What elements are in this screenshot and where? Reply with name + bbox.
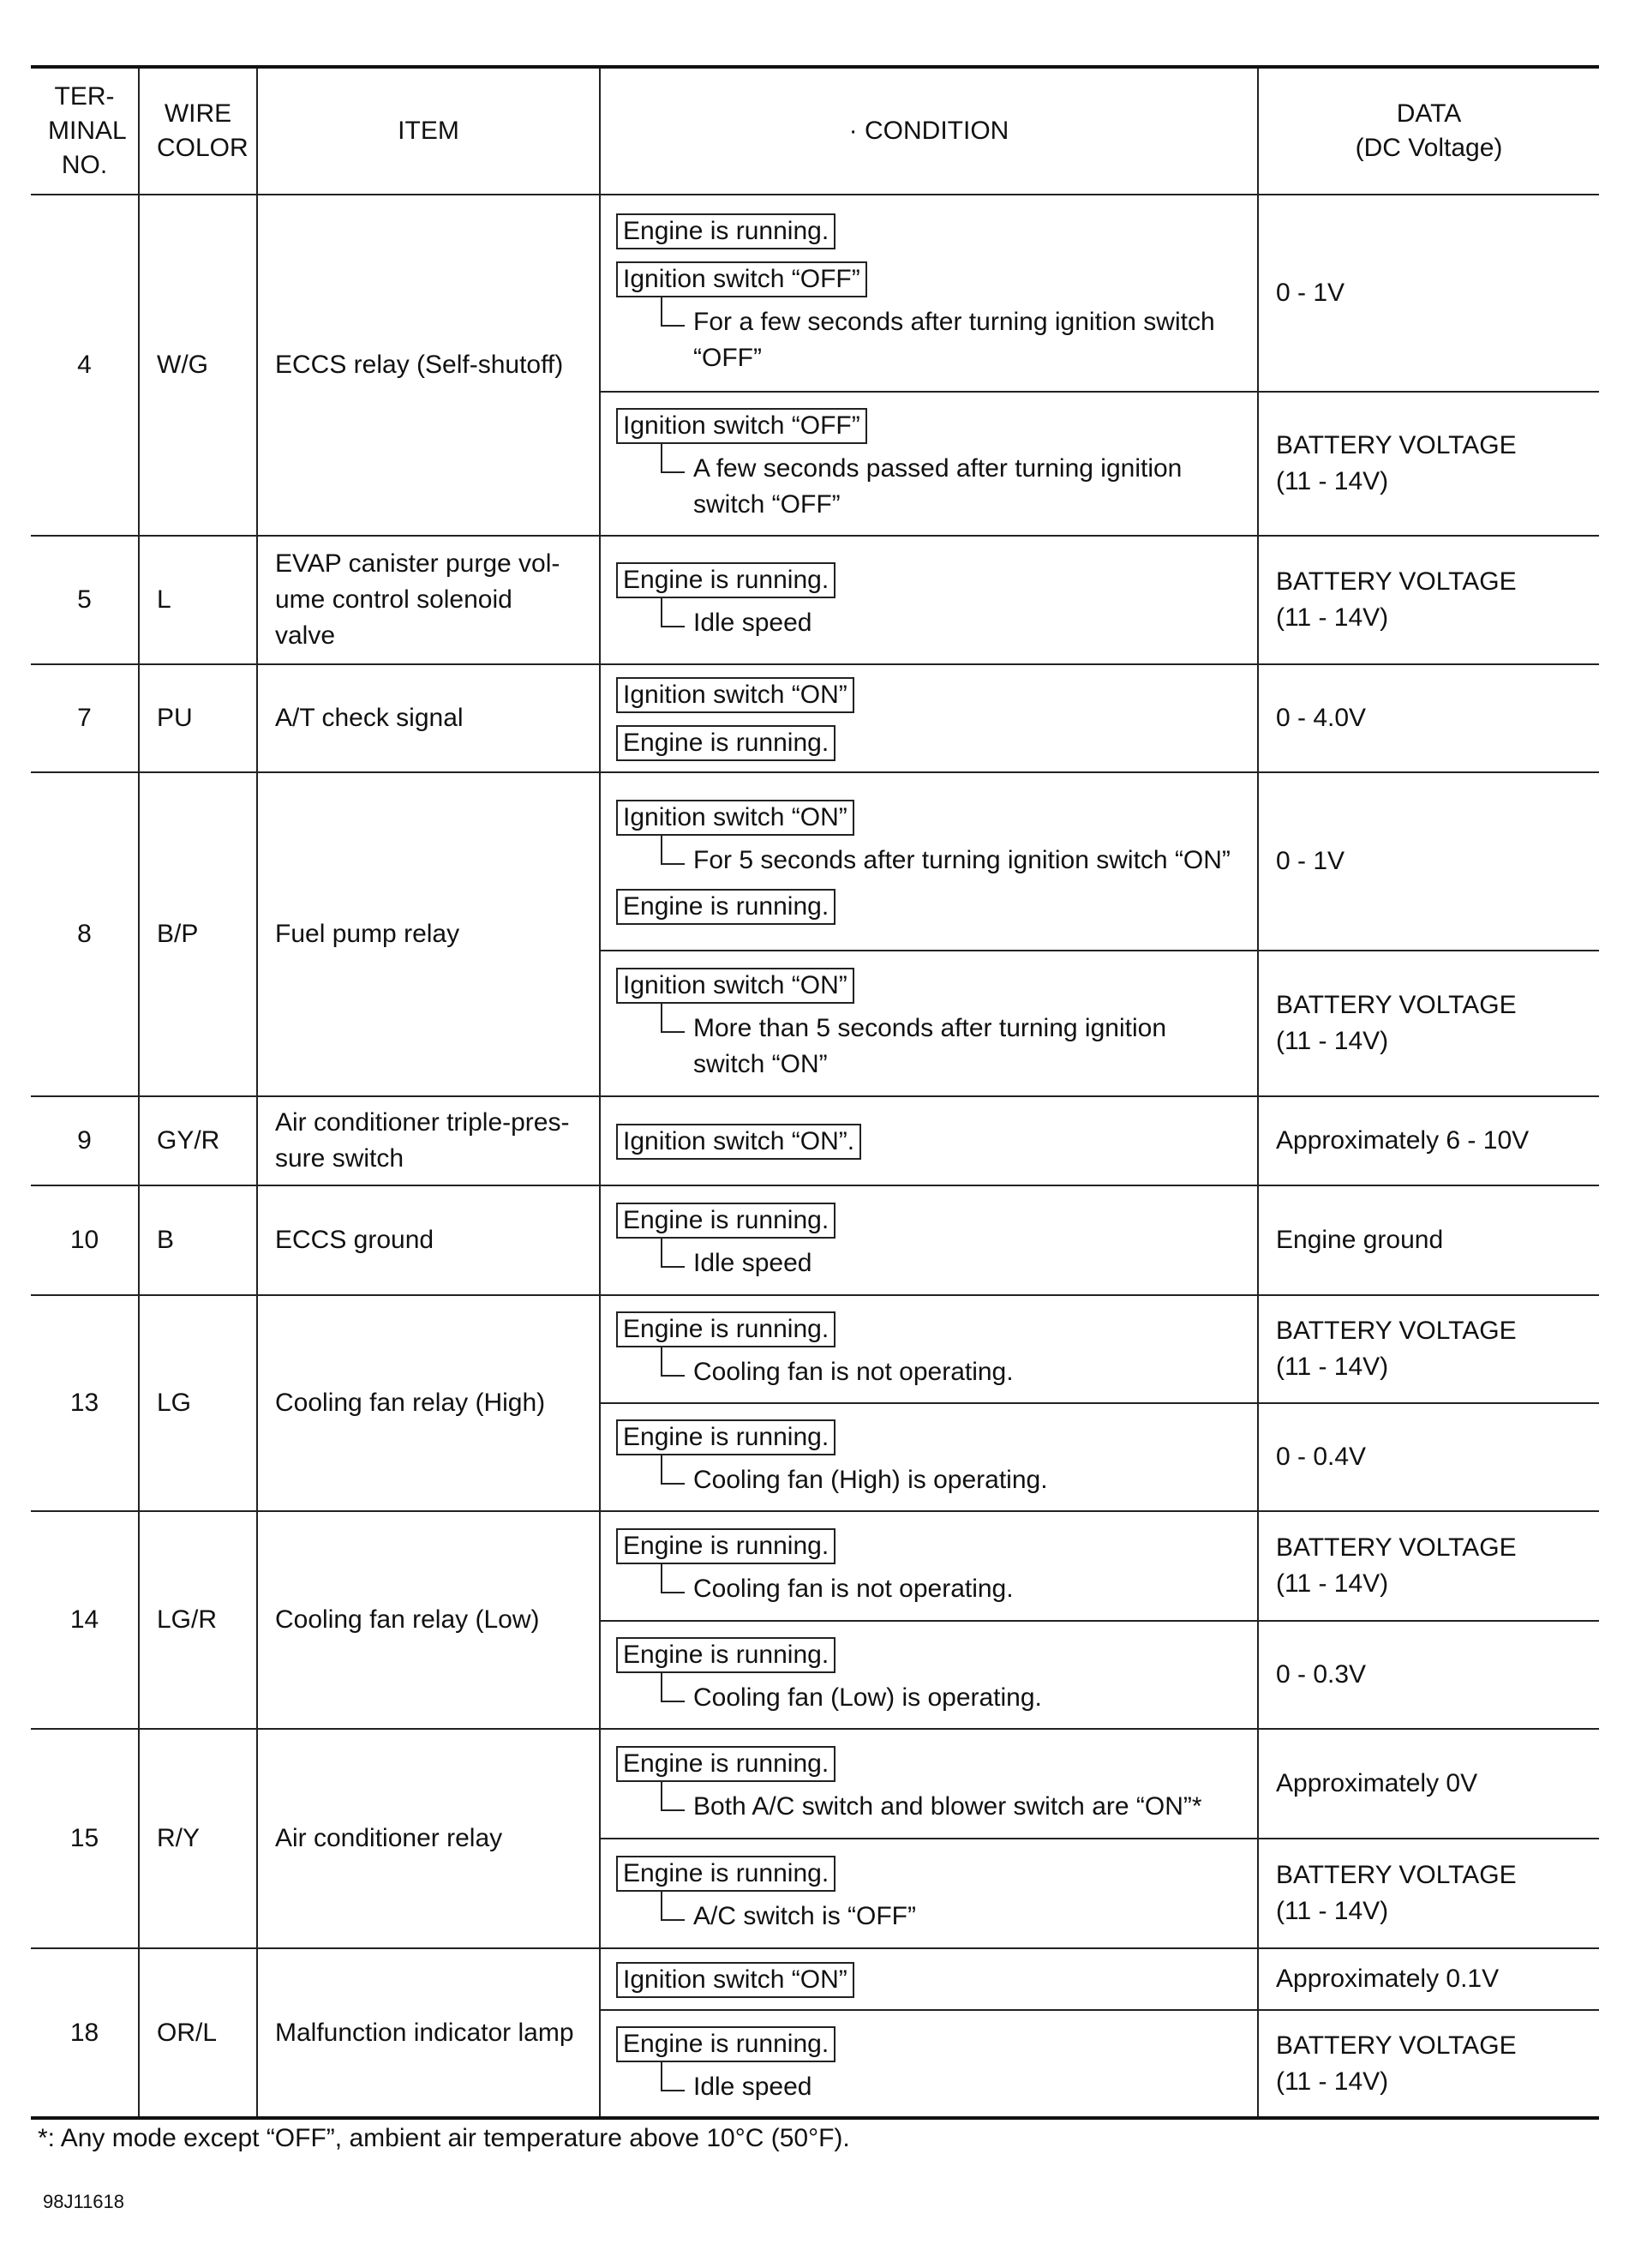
footnote: *: Any mode except “OFF”, ambient air temperature above 10°C (50°F). <box>38 2124 850 2152</box>
condition-detail: Idle speed <box>661 2069 1242 2105</box>
item-cell: Malfunction indicator lamp <box>257 1948 600 2118</box>
terminal-no-cell: 15 <box>31 1729 139 1948</box>
terminal-data-sheet <box>31 65 1599 2120</box>
condition-box: Engine is running. <box>616 213 835 249</box>
condition-cell <box>600 392 1258 536</box>
data-voltage-cell: BATTERY VOLTAGE (11 - 14V) <box>1258 536 1599 664</box>
terminal-no-cell: 14 <box>31 1511 139 1729</box>
condition-cell <box>600 951 1258 1096</box>
condition-cell <box>600 1948 1258 2010</box>
data-voltage-cell: BATTERY VOLTAGE (11 - 14V) <box>1258 1839 1599 1948</box>
item-cell: Cooling fan relay (High) <box>257 1295 600 1511</box>
data-voltage-cell: BATTERY VOLTAGE (11 - 14V) <box>1258 1295 1599 1403</box>
terminal-no-cell: 10 <box>31 1185 139 1295</box>
condition-detail: For 5 seconds after turning ignition switch “ON” <box>661 843 1242 879</box>
item-cell: A/T check signal <box>257 664 600 772</box>
condition-box: Engine is running. <box>616 1528 835 1564</box>
table-row <box>31 1295 1599 1403</box>
condition-detail: Idle speed <box>661 1245 1242 1281</box>
condition-cell <box>600 1511 1258 1621</box>
condition-box: Ignition switch “ON” <box>616 677 854 713</box>
condition-cell <box>600 1096 1258 1185</box>
condition-box: Engine is running. <box>616 1637 835 1673</box>
table-row <box>31 772 1599 951</box>
condition-box: Engine is running. <box>616 1203 835 1239</box>
table-row <box>31 664 1599 772</box>
terminal-no-cell: 4 <box>31 195 139 536</box>
wire-color-cell: LG <box>139 1295 257 1511</box>
ecm-terminal-table <box>31 65 1599 2120</box>
condition-cell <box>600 772 1258 951</box>
data-voltage-cell: 0 - 1V <box>1258 772 1599 951</box>
condition-box: Engine is running. <box>616 562 835 598</box>
data-voltage-cell: 0 - 0.4V <box>1258 1403 1599 1511</box>
table-row <box>31 1185 1599 1295</box>
data-voltage-cell: Engine ground <box>1258 1185 1599 1295</box>
condition-box: Ignition switch “ON” <box>616 800 854 836</box>
condition-cell <box>600 1839 1258 1948</box>
item-cell: Air conditioner relay <box>257 1729 600 1948</box>
terminal-no-cell: 18 <box>31 1948 139 2118</box>
wire-color-cell: GY/R <box>139 1096 257 1185</box>
condition-detail: More than 5 seconds after turning ignition switch “ON” <box>661 1011 1242 1083</box>
table-row <box>31 1096 1599 1185</box>
item-cell: EVAP canister purge vol- ume control solenoid valve <box>257 536 600 664</box>
wire-color-cell: W/G <box>139 195 257 536</box>
figure-id: 98J11618 <box>43 2191 125 2212</box>
data-voltage-cell: BATTERY VOLTAGE (11 - 14V) <box>1258 1511 1599 1621</box>
condition-detail: For a few seconds after turning ignition switch “OFF” <box>661 304 1242 376</box>
condition-box: Engine is running. <box>616 1311 835 1347</box>
item-cell: ECCS ground <box>257 1185 600 1295</box>
table-row <box>31 195 1599 392</box>
condition-box: Ignition switch “ON” <box>616 1962 854 1998</box>
wire-color-cell: LG/R <box>139 1511 257 1729</box>
header-data: DATA (DC Voltage) <box>1258 67 1599 195</box>
condition-detail: Both A/C switch and blower switch are “ON”* <box>661 1789 1242 1825</box>
data-voltage-cell: 0 - 1V <box>1258 195 1599 392</box>
terminal-no-cell: 13 <box>31 1295 139 1511</box>
header-condition: · CONDITION <box>600 67 1258 195</box>
data-voltage-cell: Approximately 0.1V <box>1258 1948 1599 2010</box>
wire-color-cell: OR/L <box>139 1948 257 2118</box>
wire-color-cell: PU <box>139 664 257 772</box>
data-voltage-cell: BATTERY VOLTAGE (11 - 14V) <box>1258 392 1599 536</box>
condition-box: Engine is running. <box>616 1856 835 1892</box>
terminal-no-cell: 5 <box>31 536 139 664</box>
condition-detail: Cooling fan (High) is operating. <box>661 1462 1242 1498</box>
table-row <box>31 1511 1599 1621</box>
data-voltage-cell: 0 - 0.3V <box>1258 1621 1599 1729</box>
condition-detail: Cooling fan is not operating. <box>661 1354 1242 1390</box>
condition-cell <box>600 664 1258 772</box>
condition-detail: Cooling fan (Low) is operating. <box>661 1680 1242 1716</box>
header-row <box>31 67 1599 195</box>
header-terminal-no: TER- MINAL NO. <box>31 67 139 195</box>
table-row <box>31 1948 1599 2010</box>
data-voltage-cell: BATTERY VOLTAGE (11 - 14V) <box>1258 2010 1599 2118</box>
condition-cell <box>600 195 1258 392</box>
item-cell: ECCS relay (Self-shutoff) <box>257 195 600 536</box>
item-cell: Air conditioner triple-pres- sure switch <box>257 1096 600 1185</box>
condition-cell <box>600 536 1258 664</box>
wire-color-cell: L <box>139 536 257 664</box>
data-voltage-cell: 0 - 4.0V <box>1258 664 1599 772</box>
condition-cell <box>600 1729 1258 1839</box>
condition-detail: Cooling fan is not operating. <box>661 1571 1242 1607</box>
terminal-no-cell: 7 <box>31 664 139 772</box>
condition-cell <box>600 2010 1258 2118</box>
wire-color-cell: B/P <box>139 772 257 1096</box>
condition-box: Ignition switch “OFF” <box>616 408 867 444</box>
terminal-no-cell: 8 <box>31 772 139 1096</box>
table-row <box>31 1729 1599 1839</box>
condition-detail: Idle speed <box>661 605 1242 641</box>
condition-box: Engine is running. <box>616 1746 835 1782</box>
condition-cell <box>600 1403 1258 1511</box>
condition-box: Ignition switch “OFF” <box>616 261 867 297</box>
header-wire-color: WIRE COLOR <box>139 67 257 195</box>
condition-box: Engine is running. <box>616 889 835 925</box>
condition-box: Ignition switch “ON”. <box>616 1124 861 1160</box>
wire-color-cell: R/Y <box>139 1729 257 1948</box>
condition-cell <box>600 1185 1258 1295</box>
data-voltage-cell: Approximately 6 - 10V <box>1258 1096 1599 1185</box>
condition-box: Engine is running. <box>616 2026 835 2062</box>
condition-cell <box>600 1621 1258 1729</box>
table-body <box>31 195 1599 2118</box>
condition-box: Engine is running. <box>616 1419 835 1455</box>
condition-box: Ignition switch “ON” <box>616 968 854 1004</box>
data-voltage-cell: Approximately 0V <box>1258 1729 1599 1839</box>
wire-color-cell: B <box>139 1185 257 1295</box>
item-cell: Fuel pump relay <box>257 772 600 1096</box>
condition-cell <box>600 1295 1258 1403</box>
header-item: ITEM <box>257 67 600 195</box>
item-cell: Cooling fan relay (Low) <box>257 1511 600 1729</box>
terminal-no-cell: 9 <box>31 1096 139 1185</box>
table-row <box>31 536 1599 664</box>
condition-box: Engine is running. <box>616 725 835 761</box>
condition-detail: A/C switch is “OFF” <box>661 1899 1242 1935</box>
condition-detail: A few seconds passed after turning ignition switch “OFF” <box>661 451 1242 523</box>
data-voltage-cell: BATTERY VOLTAGE (11 - 14V) <box>1258 951 1599 1096</box>
